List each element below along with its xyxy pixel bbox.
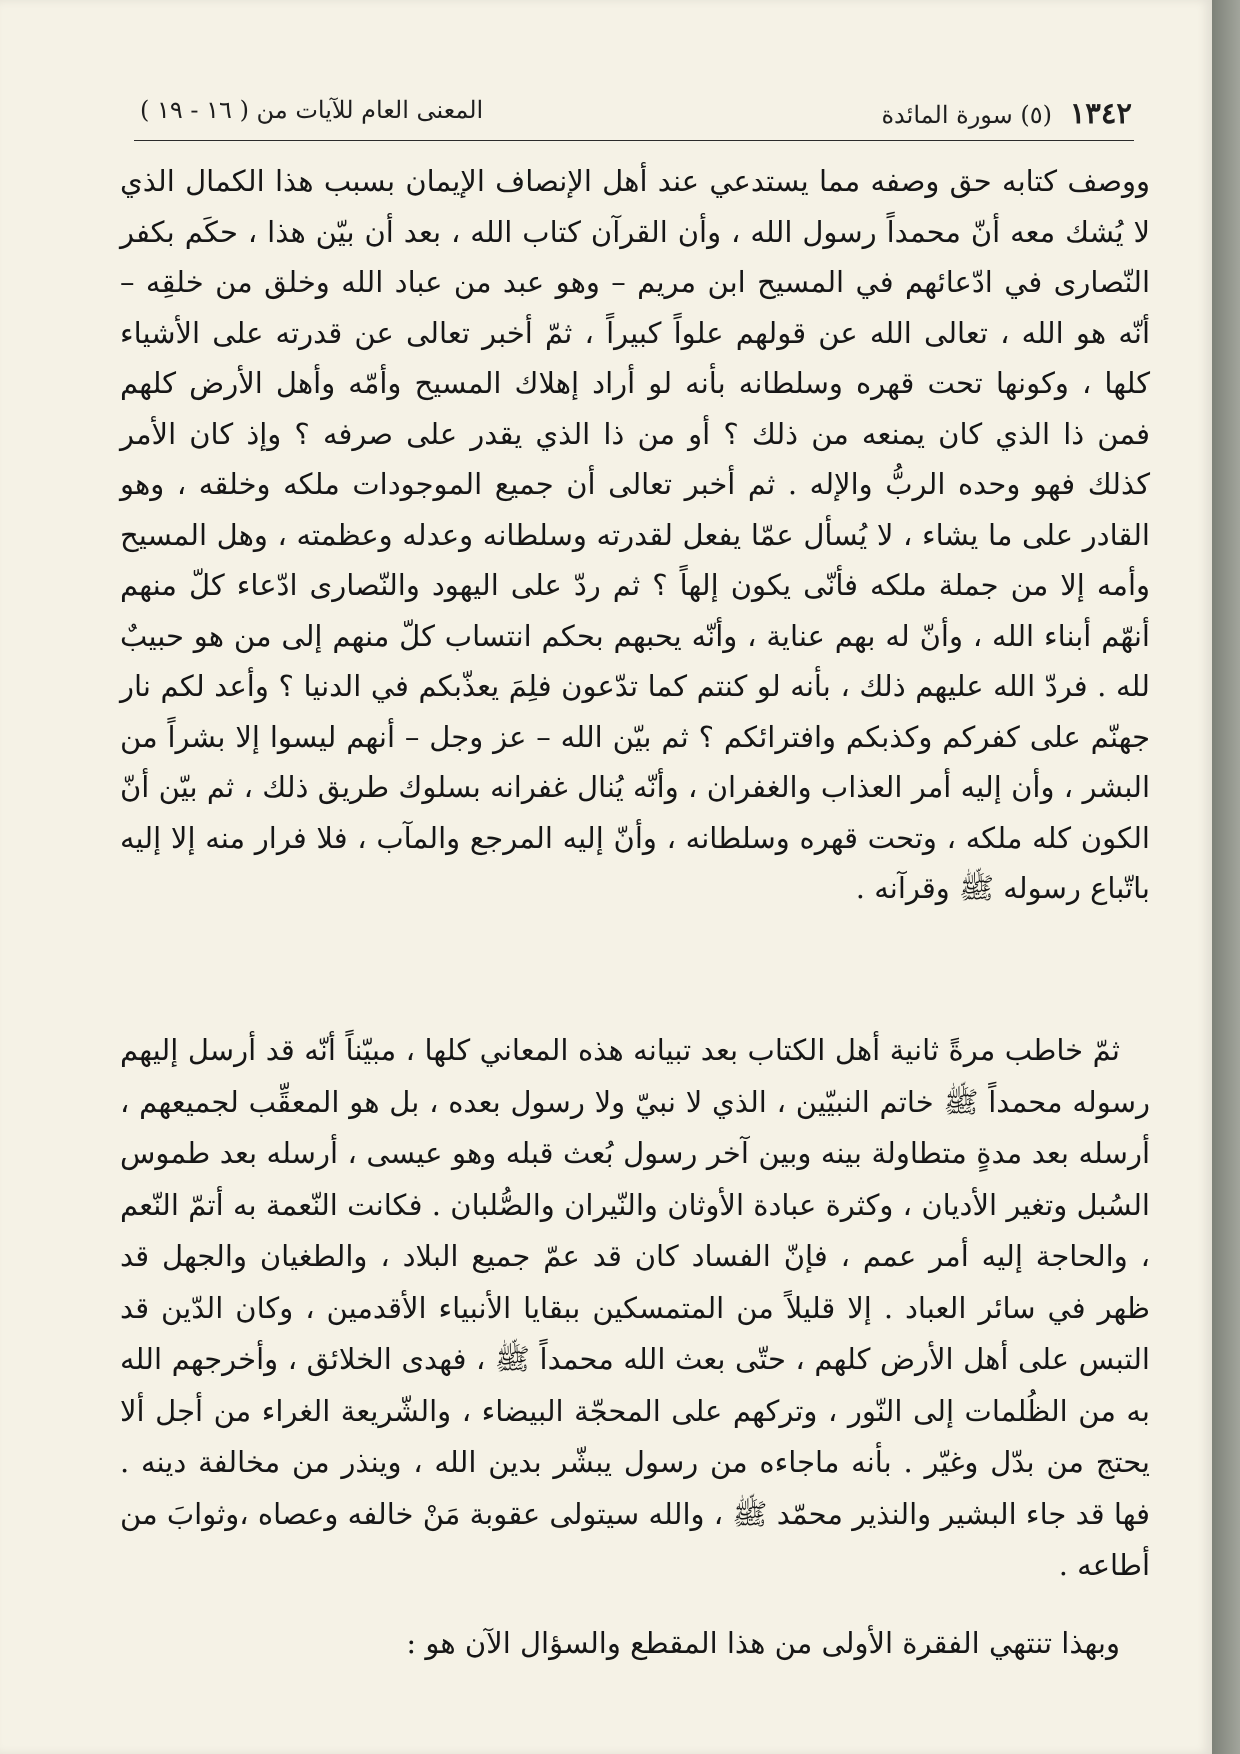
header-right xyxy=(881,96,1132,130)
running-header xyxy=(140,92,1132,136)
paragraph-3: وبهذا تنتهي الفقرة الأولى من هذا المقطع والسؤال الآن هو : xyxy=(406,1626,1120,1660)
section-title: المعنى العام للآيات من ( ١٦ - ١٩ ) xyxy=(140,96,484,124)
page-number: ١٣٤٢ xyxy=(1069,96,1132,130)
page-edge xyxy=(1212,0,1240,1754)
paragraph-1: ووصف كتابه حق وصفه مما يستدعي عند أهل الإنصاف الإيمان بسبب هذا الكمال الذي لا يُشك معه أنّ محمداً رسول الله ، وأن القرآن كتاب الله ، بعد أن بيّن هذا ، حكَم بكفر النّصارى في ادّعائهم في المسيح ابن مريم – وهو عبد من عباد الله وخلق من خلقِه – أنّه هو الله ، تعالى الله عن قولهم علواً كبيراً ، ثمّ أخبر تعالى عن قدرته على الأشياء كلها ، وكونها تحت قهره وسلطانه بأنه لو أراد إهلاك المسيح وأمّه وأهل الأرض كلهم فمن ذا الذي كان يمنعه من ذلك ؟ أو من ذا الذي يقدر على صرفه ؟ وإذ كان الأمر كذلك فهو وحده الربُّ والإله . ثم أخبر تعالى أن جميع الموجودات ملكه وخلقه ، وهو القادر على ما يشاء ، لا يُسأل عمّا يفعل لقدرته وسلطانه وعدله وعظمته ، وهل المسيح وأمه إلا من جملة ملكه فأنّى يكون إلهاً ؟ ثم ردّ على اليهود والنّصارى ادّعاء كلّ منهم أنهّم أبناء الله ، وأنّ له بهم عناية ، وأنّه يحبهم بحكم انتساب كلّ منهم إلى من هو حبيبٌ لله . فردّ الله عليهم ذلك ، بأنه لو كنتم كما تدّعون فلِمَ يعذّبكم في الدنيا ؟ وأعد لكم نار جهنّم على كفركم وكذبكم وافترائكم ؟ ثم بيّن الله – عز وجل – أنهم ليسوا إلا بشراً من البشر ، وأن إليه أمر العذاب والغفران ، وأنّه يُنال غفرانه بسلوك طريق ذلك ، ثم بيّن أنّ الكون كله ملكه ، وتحت قهره وسلطانه ، وأنّ إليه المرجع والمآب ، فلا فرار منه إلا إليه باتّباع رسوله ﷺ وقرآنه . xyxy=(120,164,1150,905)
header-divider xyxy=(134,140,1134,141)
surah-name: (٥) سورة المائدة xyxy=(881,101,1053,129)
paragraph-2: ثمّ خاطب مرةً ثانية أهل الكتاب بعد تبيانه هذه المعاني كلها ، مبيّناً أنّه قد أرسل إليهم رسوله محمداً ﷺ خاتم النبيّين ، الذي لا نبيّ ولا رسول بعده ، بل هو المعقِّب لجميعهم ، أرسله بعد مدةٍ متطاولة بينه وبين آخر رسول بُعث قبله وهو عيسى ، أرسله بعد طموس السُبل وتغير الأديان ، وكثرة عبادة الأوثان والنّيران والصُّلبان . فكانت النّعمة به أتمّ النّعم ، والحاجة إليه أمر عمم ، فإنّ الفساد كان قد عمّ جميع البلاد ، والطغيان والجهل قد ظهر في سائر العباد . إلا قليلاً من المتمسكين ببقايا الأنبياء الأقدمين ، وكان الدّين قد التبس على أهل الأرض كلهم ، حتّى بعث الله محمداً ﷺ ، فهدى الخلائق ، وأخرجهم الله به من الظُلمات إلى النّور ، وتركهم على المحجّة البيضاء ، والشّريعة الغراء من أجل ألا يحتج من بدّل وغيّر . بأنه ماجاءه من رسول يبشّر بدين الله ، وينذر من مخالفة دينه . فها قد جاء البشير والنذير محمّد ﷺ ، والله سيتولى عقوبة مَنْ خالفه وعصاه ،وثوابَ من أطاعه . xyxy=(120,1033,1150,1582)
